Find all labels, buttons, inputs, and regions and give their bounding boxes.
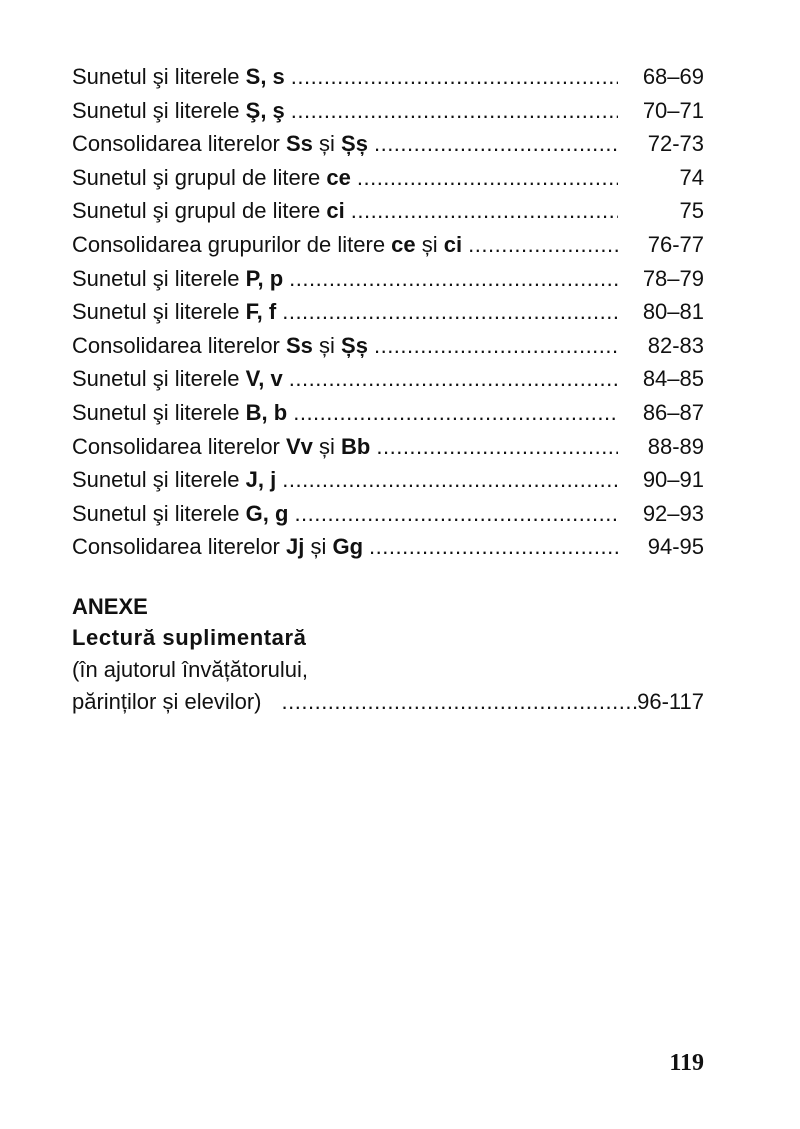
toc-entry-page: 72-73 xyxy=(647,131,704,157)
toc-leader-dots xyxy=(294,497,618,531)
toc-entry-page: 94-95 xyxy=(647,534,704,560)
toc-entry-page: 74 xyxy=(679,164,704,190)
toc-entry xyxy=(72,497,704,531)
toc-leader-dots xyxy=(291,94,618,128)
toc-entry-page: 78–79 xyxy=(642,265,704,291)
toc-leader-dots xyxy=(282,463,618,497)
toc-entry-title: Sunetul şi literele B, b xyxy=(72,399,288,425)
toc-entry xyxy=(72,295,704,329)
toc-entry-page: 68–69 xyxy=(642,64,704,89)
page-number: 119 xyxy=(669,1050,704,1076)
toc-entry xyxy=(72,60,704,94)
toc-entry-title: Sunetul şi literele F, f xyxy=(72,299,277,325)
toc-entry-page: 75 xyxy=(679,198,704,224)
toc-leader-dots xyxy=(282,295,618,329)
toc-entry xyxy=(72,329,704,363)
toc-entry-title: Consolidarea grupurilor de litere ce și ci xyxy=(72,231,463,257)
toc-entry-title: Sunetul şi literele S, s xyxy=(72,64,285,89)
toc-leader-dots xyxy=(357,161,618,195)
toc-leader-dots xyxy=(291,60,618,94)
toc-entry-title: Sunetul şi grupul de litere ce xyxy=(72,164,351,190)
toc-entry-title: Consolidarea literelor Jj și Gg xyxy=(72,534,364,560)
toc-entry xyxy=(72,228,704,262)
toc-leader-dots xyxy=(374,127,618,161)
toc-entry-page: 82-83 xyxy=(647,332,704,358)
toc-entry xyxy=(72,396,704,430)
toc-entry-title: Sunetul şi grupul de litere ci xyxy=(72,198,345,224)
toc-entry-title: Consolidarea literelor Ss și Șș xyxy=(72,332,368,358)
toc-entry xyxy=(72,127,704,161)
toc-leader-dots xyxy=(289,362,618,396)
toc-leader-dots xyxy=(289,262,618,296)
toc-leader-dots xyxy=(468,228,618,262)
toc-entry xyxy=(72,430,704,464)
toc-leader-dots xyxy=(351,194,618,228)
toc-entry-title: Consolidarea literelor Vv și Bb xyxy=(72,433,371,459)
toc-leader-dots xyxy=(293,396,618,430)
toc-entry-page: 90–91 xyxy=(642,467,704,493)
toc-entry-title: Sunetul şi literele J, j xyxy=(72,467,277,493)
toc-entry-title: Sunetul şi literele P, p xyxy=(72,265,284,291)
toc-entry xyxy=(72,262,704,296)
toc-entry xyxy=(72,161,704,195)
toc-entry xyxy=(72,530,704,564)
toc-entry-page: 84–85 xyxy=(642,366,704,392)
toc-leader-dots xyxy=(376,430,618,464)
toc-entry xyxy=(72,94,704,128)
table-of-contents xyxy=(72,60,704,564)
toc-entry-page: 70–71 xyxy=(642,97,704,123)
toc-entry-title: Consolidarea literelor Ss și Șș xyxy=(72,131,368,157)
toc-leader-dots xyxy=(282,685,638,718)
toc-entry xyxy=(72,463,704,497)
annex-entry-title: părinților și elevilor) xyxy=(72,689,262,714)
toc-leader-dots xyxy=(374,329,618,363)
toc-entry-title: Sunetul şi literele G, g xyxy=(72,500,289,526)
toc-entry-page: 76-77 xyxy=(647,231,704,257)
toc-entry-page: 86–87 xyxy=(642,399,704,425)
toc-entry-page: 92–93 xyxy=(642,500,704,526)
toc-entry-title: Sunetul şi literele V, v xyxy=(72,366,283,392)
toc-entry-page: 88-89 xyxy=(647,433,704,459)
annex-entry xyxy=(72,685,704,718)
toc-leader-dots xyxy=(369,530,618,564)
annex-heading: ANEXE xyxy=(72,594,148,619)
annex-section xyxy=(72,592,704,718)
annex-entry-page: 96-117 xyxy=(637,689,704,714)
annex-description-line: (în ajutorul învățătorului, xyxy=(72,657,309,682)
toc-entry-page: 80–81 xyxy=(642,299,704,325)
toc-entry-title: Sunetul şi literele Ş, ş xyxy=(72,97,285,123)
annex-subheading: Lectură suplimentară xyxy=(72,625,307,650)
toc-entry xyxy=(72,194,704,228)
toc-entry xyxy=(72,362,704,396)
